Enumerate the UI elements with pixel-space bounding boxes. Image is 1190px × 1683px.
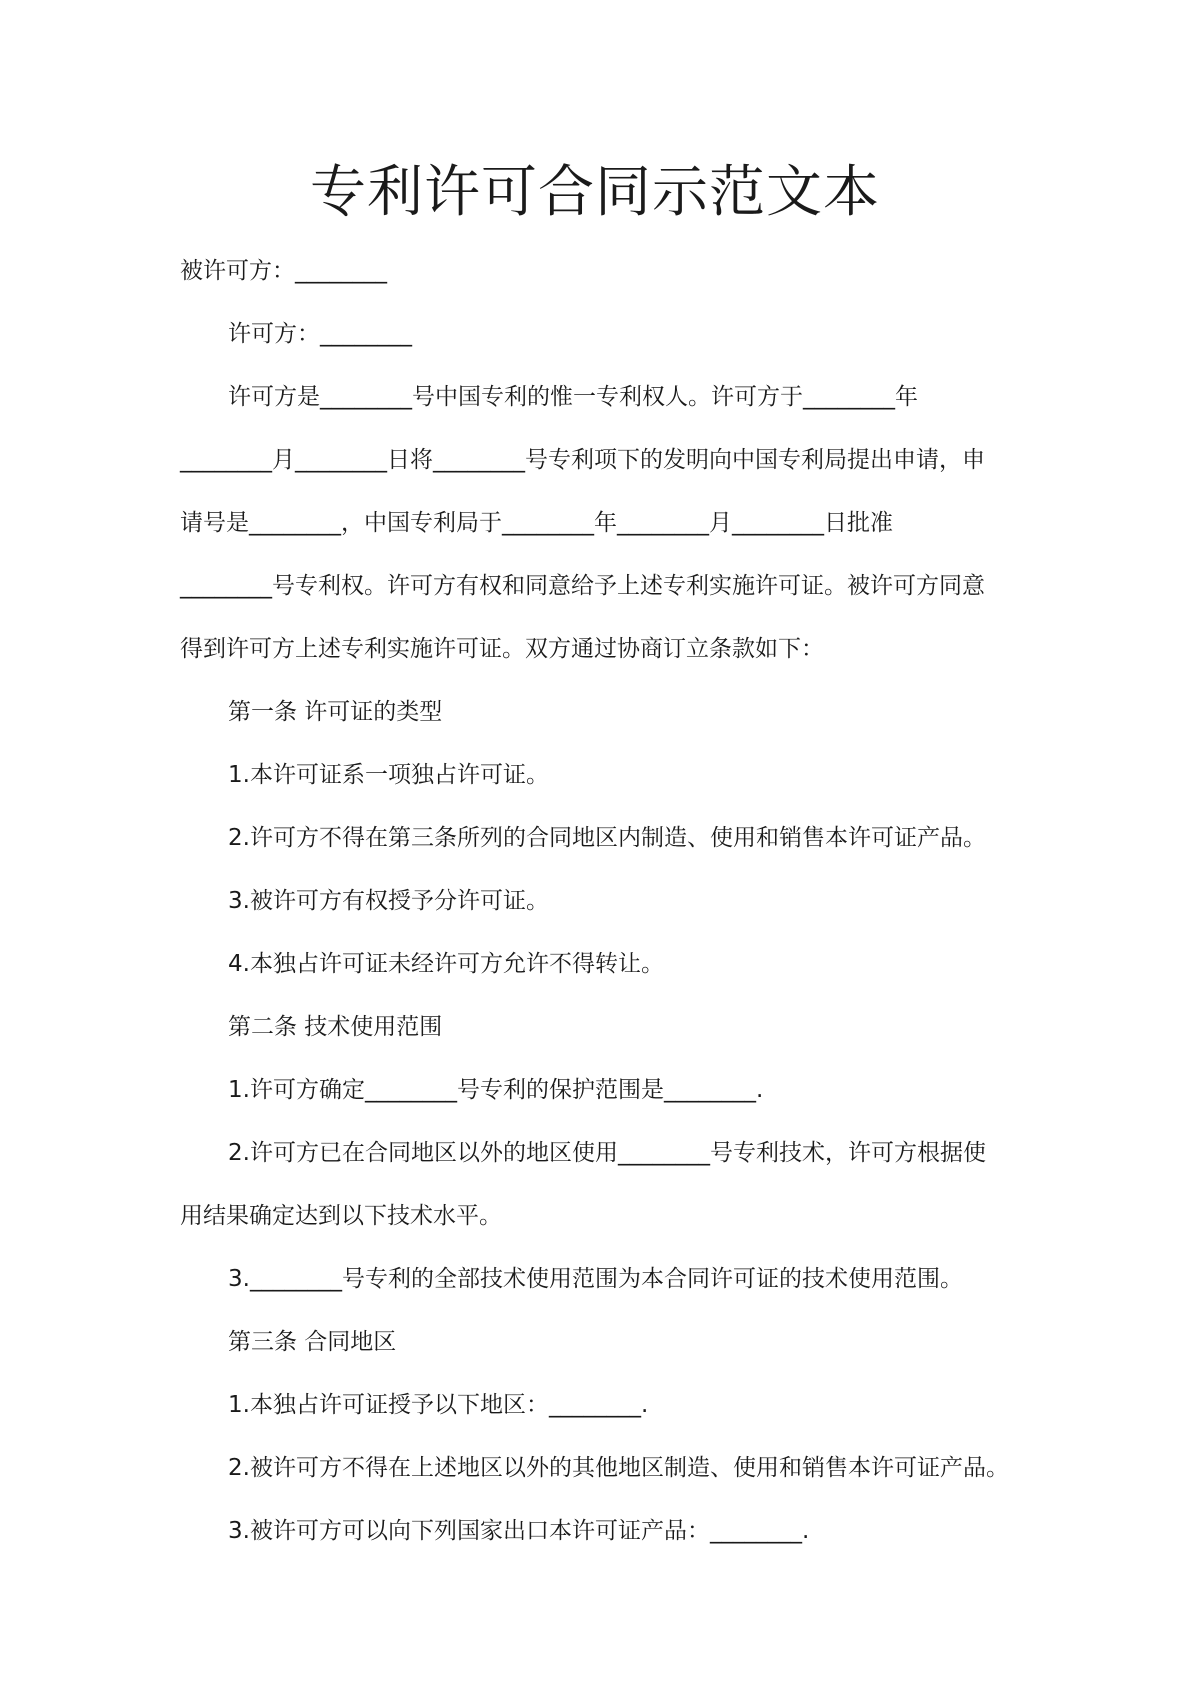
- article-3-heading: 第三条 合同地区: [228, 1329, 397, 1355]
- article-2-item-2-line-1: 2.许可方已在合同地区以外的地区使用________号专利技术，许可方根据使: [228, 1140, 986, 1166]
- licensee-line: 被许可方：________: [180, 258, 387, 284]
- article-1-item-2: 2.许可方不得在第三条所列的合同地区内制造、使用和销售本许可证产品。: [228, 825, 986, 851]
- article-2-item-2-line-2: 用结果确定达到以下技术水平。: [180, 1203, 502, 1229]
- licensor-line: 许可方：________: [228, 321, 412, 347]
- article-1-item-4: 4.本独占许可证未经许可方允许不得转让。: [228, 951, 664, 977]
- preamble-line-5: 得到许可方上述专利实施许可证。双方通过协商订立条款如下：: [180, 636, 824, 662]
- preamble-line-2: ________月________日将________号专利项下的发明向中国专利局提出申请，申: [180, 447, 985, 473]
- article-3-item-2: 2.被许可方不得在上述地区以外的其他地区制造、使用和销售本许可证产品。: [228, 1455, 1009, 1481]
- preamble-line-4: ________号专利权。许可方有权和同意给予上述专利实施许可证。被许可方同意: [180, 573, 985, 599]
- preamble-line-3: 请号是________，中国专利局于________年________月________日批准: [180, 510, 893, 536]
- article-2-item-3: 3.________号专利的全部技术使用范围为本合同许可证的技术使用范围。: [228, 1266, 963, 1292]
- article-1-item-3: 3.被许可方有权授予分许可证。: [228, 888, 549, 914]
- article-3-item-3: 3.被许可方可以向下列国家出口本许可证产品：________.: [228, 1518, 810, 1544]
- document-title: 专利许可合同示范文本: [310, 160, 880, 225]
- article-1-heading: 第一条 许可证的类型: [228, 699, 443, 725]
- article-1-item-1: 1.本许可证系一项独占许可证。: [228, 762, 549, 788]
- article-2-item-1: 1.许可方确定________号专利的保护范围是________.: [228, 1077, 764, 1103]
- article-2-heading: 第二条 技术使用范围: [228, 1014, 443, 1040]
- article-3-item-1: 1.本独占许可证授予以下地区：________.: [228, 1392, 649, 1418]
- preamble-line-1: 许可方是________号中国专利的惟一专利权人。许可方于________年: [228, 384, 918, 410]
